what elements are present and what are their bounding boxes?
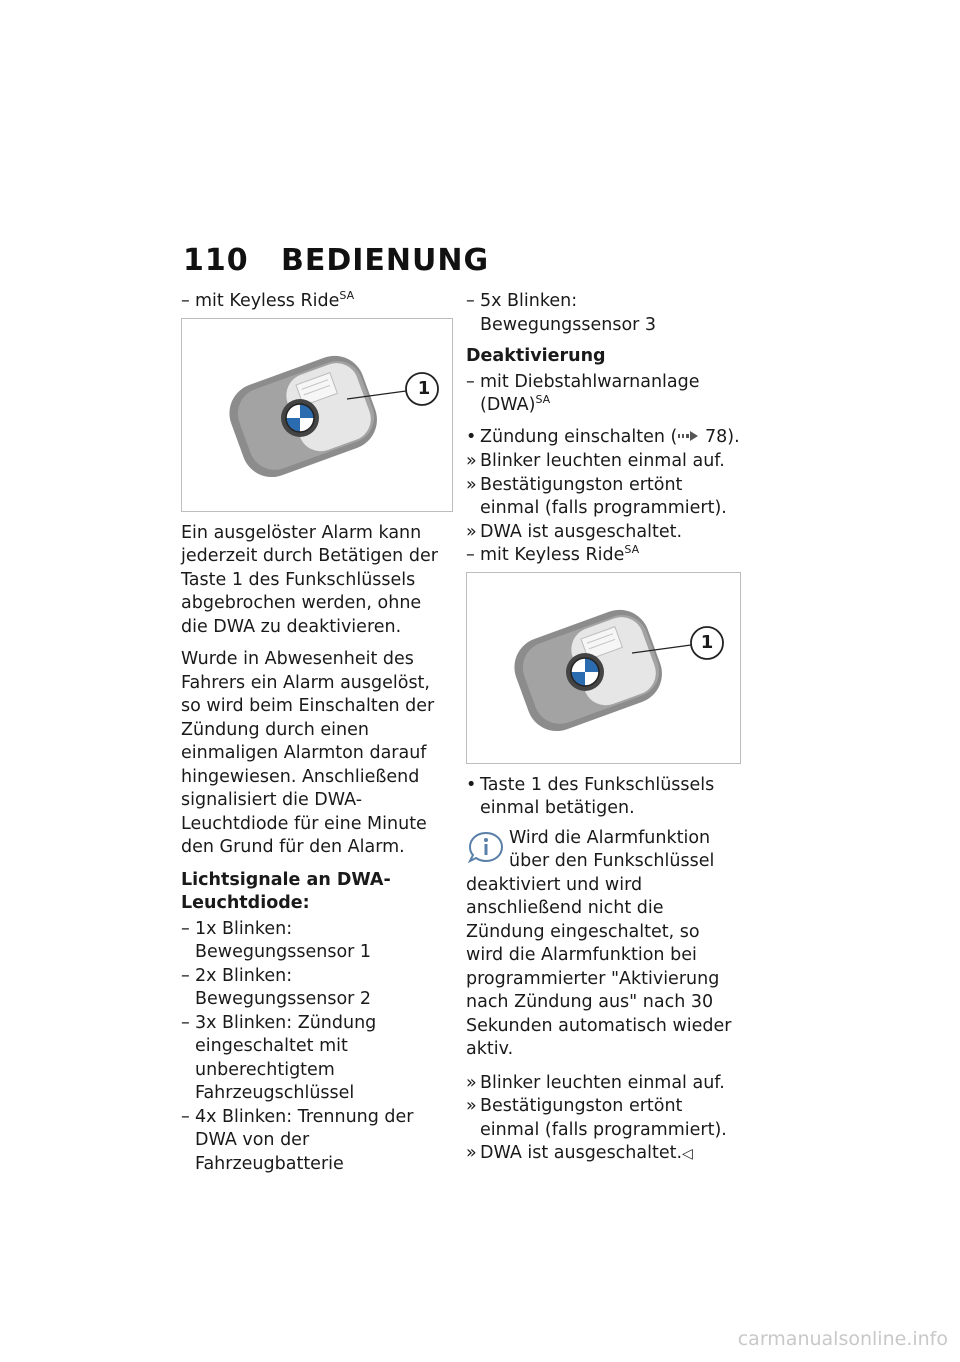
end-of-section-mark: ◁ — [682, 1146, 693, 1162]
signal-item: – 1x Blinken: Bewegungssensor 1 — [181, 918, 372, 962]
key-fob-illustration — [467, 573, 737, 763]
key-fob-illustration — [182, 319, 452, 511]
result-item: » Blinker leuchten einmal auf. — [466, 1072, 725, 1093]
dwa-item: – mit Diebstahlwarnanlage (DWA)$^{SA}$ — [466, 371, 700, 415]
page-header — [183, 243, 489, 278]
keyless-ride-item: – mit Keyless Ride$^{SA}$ — [181, 289, 355, 311]
note-first-line: Wird die Alarmfunktion über den Funkschlüssel — [509, 827, 715, 871]
page-reference: 78). — [704, 426, 740, 447]
step-ignition-on: • Zündung einschalten ( 78). — [466, 426, 741, 451]
result-item: » Blinker leuchten einmal auf. — [466, 451, 725, 471]
page-number: 110 — [183, 243, 249, 278]
result-item: » DWA ist ausgeschaltet. — [466, 521, 683, 542]
signal-item: – 2x Blinken: Bewegungssensor 2 — [181, 965, 372, 1009]
chapter-title: BEDIENUNG — [281, 243, 490, 278]
result-item: » DWA ist ausgeschaltet.◁ — [466, 1143, 693, 1163]
deactivation-heading: Deaktivierung — [466, 346, 606, 366]
watermark: carmanualsonline.info — [737, 1328, 948, 1350]
signal-item: – 5x Blinken: Bewegungssensor 3 — [466, 291, 657, 335]
light-signals-heading: Lichtsignale an DWA-Leuchtdiode: — [181, 869, 391, 913]
result-item: » Bestätigungston ertönt einmal (falls programmiert). — [466, 1096, 727, 1140]
result-item: » Bestätigungston ertönt einmal (falls programmiert). — [466, 474, 727, 518]
page-reference-icon — [677, 427, 699, 451]
key-fob-figure — [181, 318, 453, 512]
left-column — [181, 290, 453, 1176]
figure-callout-1: 1 — [700, 631, 714, 653]
sa-marker: SA — [339, 289, 355, 302]
para-cancel-alarm: Ein ausgelöster Alarm kann jederzeit durch Betätigen der Taste 1 des Funkschlüssels abgebrochen werden, ohne die DWA zu deaktivieren. — [181, 522, 438, 637]
sa-marker: SA — [624, 543, 640, 556]
right-column — [466, 290, 741, 1167]
para-alarm-absence: Wurde in Abwesenheit des Fahrers ein Alarm ausgelöst, so wird beim Einschalten der Zündung durch einen einmaligen Alarmton darauf hingewiesen. Anschließend signalisiert die DWA-Leuchtdiode für eine Minute den Grund für den Alarm. — [181, 649, 435, 857]
keyless-ride-item: – mit Keyless Ride$^{SA}$ — [466, 543, 640, 565]
figure-callout-1: 1 — [417, 378, 431, 399]
key-fob-figure — [466, 572, 741, 764]
signal-item: – 3x Blinken: Zündung eingeschaltet mit unberechtigtem Fahrzeugschlüssel — [181, 1012, 377, 1103]
signal-item: – 4x Blinken: Trennung der DWA von der Fahrzeugbatterie — [181, 1106, 414, 1174]
sa-marker: SA — [535, 393, 551, 406]
note-body: deaktiviert und wird anschließend nicht die Zündung eingeschaltet, so wird die Alarmfunktion bei programmierter "Aktivierung nach Zündung aus" nach 30 Sekunden automatisch wieder aktiv. — [466, 874, 732, 1059]
info-icon — [468, 831, 504, 871]
step-press-key: • Taste 1 des Funkschlüssels einmal betätigen. — [466, 774, 715, 818]
info-note — [466, 827, 741, 1062]
